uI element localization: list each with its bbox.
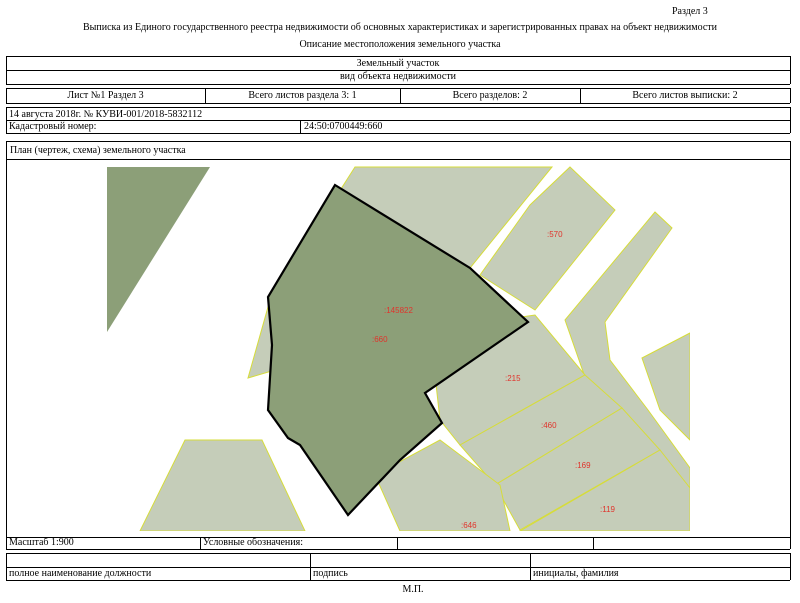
map-scale: Масштаб 1:900 (9, 537, 74, 548)
sheet-number: Лист №1 Раздел 3 (67, 90, 144, 101)
parcel-label-570: :570 (547, 230, 563, 239)
signature-caption: подпись (313, 568, 348, 579)
parcel-label-660: :660 (372, 335, 388, 344)
document-title: Выписка из Единого государственного реестра недвижимости об основных характеристиках и зарегистрированных правах на объект недвижимости (82, 22, 717, 33)
parcel-bottom-left (140, 440, 305, 531)
object-kind-caption: вид объекта недвижимости (339, 71, 457, 82)
parcel-label-215: :215 (505, 374, 521, 383)
parcel-label-646: :646 (461, 521, 477, 530)
sheets-total: Всего листов выписки: 2 (632, 90, 738, 101)
sheets-in-section: Всего листов раздела 3: 1 (248, 90, 357, 101)
name-caption: инициалы, фамилия (533, 568, 619, 579)
parcel-left-triangle (107, 167, 210, 332)
parcel-label-119: :119 (600, 505, 615, 514)
plan-title: План (чертеж, схема) земельного участка (10, 145, 186, 156)
object-name: Земельный участок (356, 58, 440, 69)
document-subtitle: Описание местоположения земельного участка (299, 39, 501, 50)
section-number: Раздел 3 (672, 6, 708, 17)
document-reference: 14 августа 2018г. № КУВИ-001/2018-5832112 (9, 109, 203, 120)
cadastral-number: 24:50:0700449:660 (304, 121, 383, 132)
parcel-label-460: :460 (541, 421, 557, 430)
stamp-place: М.П. (402, 584, 424, 595)
parcel-label-169: :169 (575, 461, 591, 470)
legend-caption: Условные обозначения: (203, 537, 304, 548)
cadastral-label: Кадастровый номер: (9, 121, 97, 132)
parcel-label-145822: :145822 (384, 306, 413, 315)
sections-total: Всего разделов: 2 (452, 90, 528, 101)
position-caption: полное наименование должности (9, 568, 152, 579)
